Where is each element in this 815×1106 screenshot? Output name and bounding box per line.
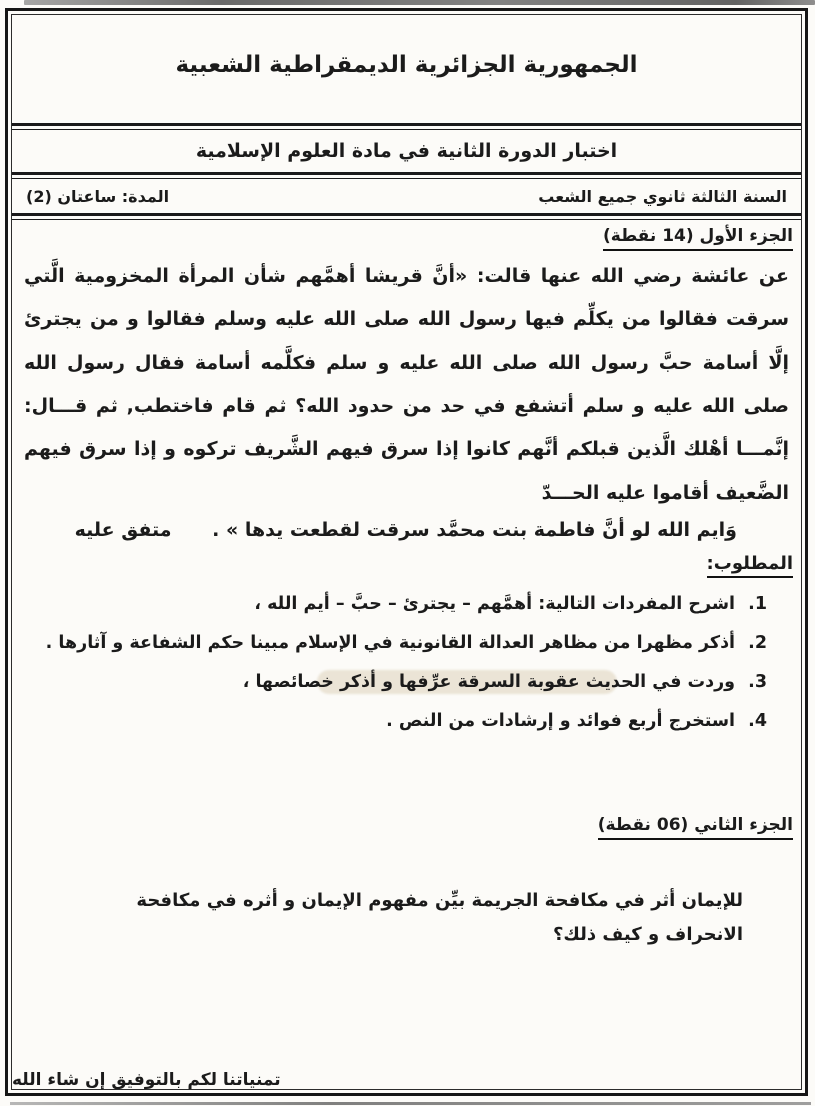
header-row-meta: [12, 179, 801, 213]
hadith-last-line: [22, 519, 791, 541]
header-row-republic: [12, 15, 801, 123]
question-item-3: [22, 672, 767, 692]
question-number: 1.: [748, 593, 767, 614]
question-text: استخرج أربع فوائد و إرشادات من النص .: [386, 710, 736, 731]
page-frame-outer: [5, 8, 808, 1096]
question-item-4: [22, 711, 767, 731]
header-divider-2: [12, 172, 801, 179]
question-number: 3.: [748, 671, 767, 692]
hadith-attribution: متفق عليه: [74, 518, 172, 541]
question-text: وردت في الحديث عقوبة السرقة عرِّفها و أذكر خصائصها ،: [242, 671, 736, 692]
part2-heading-wrap: [22, 815, 791, 840]
footer-wish: تمنياتنا لكم بالتوفيق إن شاء الله: [12, 1070, 281, 1090]
header-divider-1: [12, 123, 801, 130]
level-label: السنة الثالثة ثانوي جميع الشعب: [538, 186, 787, 206]
request-label-wrap: [22, 553, 791, 578]
duration-label: المدة: ساعتان (2): [26, 186, 170, 206]
part1-heading: الجزء الأول (14 نقطة): [603, 226, 793, 251]
part2-question: للإيمان أثر في مكافحة الجريمة بيِّن مفهوم الإيمان و أثره في مكافحة الانحراف و كيف ذلك؟: [136, 889, 743, 946]
question-number: 2.: [748, 632, 767, 653]
scan-edge-artifact-bottom: [10, 1102, 811, 1105]
hadith-paragraph: عن عائشة رضي الله عنها قالت: «أنَّ قريشا أهمَّهم شأن المرأة المخزومية الَّتي سرقت فقالوا من يكلِّم فيها رسول الله صلى الله عليه وسلم فقالوا و من يجترئ إلَّا أسامة حبَّ رسول الله صلى الله عليه و سلم فكلَّمه أسامة فقال رسول الله صلى الله عليه و سلم أتشفع في حد من حدود الله؟ ثم قام فاختطب, ثم قـــال: إنَّمـــا أهْلك الَّذين قبلكم أنَّهم كانوا إذا سرق فيهم الشَّريف تركوه و إذا سرق فيهم الضَّعيف أقاموا عليه الحـــدّ: [24, 265, 789, 504]
request-label: المطلوب:: [707, 553, 793, 578]
header-row-exam: [12, 130, 801, 172]
question-item-2: [22, 633, 767, 653]
republic-title: الجمهورية الجزائرية الديمقراطية الشعبية: [175, 52, 638, 78]
part2-heading: الجزء الثاني (06 نقطة): [598, 815, 793, 840]
header-divider-3: [12, 213, 801, 220]
scan-edge-artifact-top: [24, 0, 815, 5]
question-item-1: [22, 594, 767, 614]
question-text: أذكر مظهرا من مظاهر العدالة القانونية في الإسلام مبينا حكم الشفاعة و آثارها .: [45, 632, 736, 653]
page-frame-inner: [11, 14, 802, 1090]
page-content: [12, 15, 801, 1089]
hadith-end-text: وَايم الله لو أنَّ فاطمة بنت محمَّد سرقت لقطعت يدها » .: [212, 518, 737, 541]
question-number: 4.: [748, 710, 767, 731]
exam-title: اختبار الدورة الثانية في مادة العلوم الإسلامية: [195, 140, 618, 162]
part1-question-list: [22, 594, 767, 731]
question-text: اشرح المفردات التالية: أهمَّهم – يجترئ – حبَّ – أيم الله ،: [254, 593, 736, 614]
part1-heading-wrap: [22, 226, 791, 251]
exam-body: [12, 220, 801, 1089]
